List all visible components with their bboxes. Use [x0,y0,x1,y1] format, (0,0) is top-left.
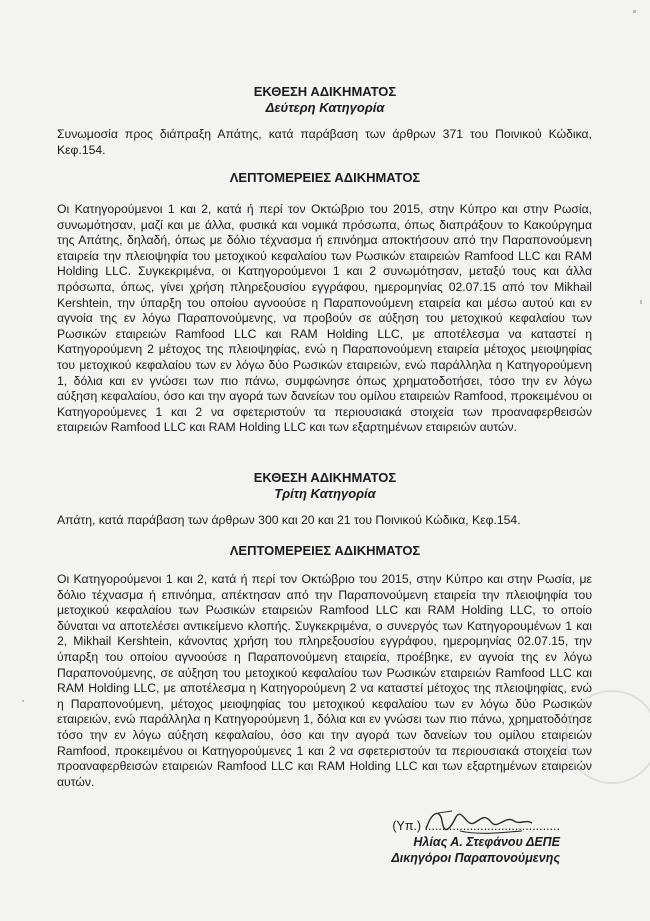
offence-subtitle: Δεύτερη Κατηγορία [265,100,385,115]
faint-stamp [565,690,650,784]
offence-title: ΕΚΘΕΣΗ ΑΔΙΚΗΜΑΤΟΣ [253,470,397,485]
signature-line: (Υπ.) ....................................... [392,819,560,833]
offence-subtitle: Τρίτη Κατηγορία [274,486,376,501]
details-title: ΛΕΠΤΟΜΕΡΕΙΕΣ ΑΔΙΚΗΜΑΤΟΣ [229,543,421,558]
offence-title: ΕΚΘΕΣΗ ΑΔΙΚΗΜΑΤΟΣ [253,84,397,99]
offence-charge: Απάτη, κατά παράβαση των άρθρων 300 και 20 και 21 του Ποινικού Κώδικα, Κεφ.154. [57,513,521,527]
scan-speck [633,10,636,13]
scan-speck [640,300,642,304]
signature-block [391,818,560,866]
offence-details: Οι Κατηγορούμενοι 1 και 2, κατά ή περί τον Οκτώβριο του 2015, στην Κύπρο και στην Ρωσία, συνωμότησαν, μαζί και με άλλα, φυσικά και νομικά πρόσωπα, όπως διαπράξουν το Κακούργημα της Απάτης, δηλαδή, όπως με δόλιο τέχνασμα ή επινόημα αποκτήσουν από την Παραπονούμενη εταιρεία την πλειοψηφία του μετοχικού κεφαλαίου των Ρωσικών εταιρειών Ramfood LLC και RAM Holding LLC. Συγκεκριμένα, οι Κατηγορούμενοι 1 και 2 συνωμότησαν, μεταξύ τους και άλλα πρόσωπα, όπως, γίνει χρήση πληρεξουσίου εγγράφου, ημερομηνίας 02.07.15 από τον Mikhail Kershtein, την ύπαρξη του οποίου αγνοούσε η Παραπονούμενη εταιρεία και μέσω αυτού και εν αγνοία της εν λόγω Παραπονούμενης, να προβούν σε αύξηση του μετοχικού κεφαλαίου των Ρωσικών εταιρειών Ramfood LLC και RAM Holding LLC, με αποτέλεσμα να καταστεί η Κατηγορούμενη 2 μέτοχος της πλειοψηφίας, ενώ η Παραπονούμενη εταιρεία μέτοχος μειοψηφίας του μετοχικού κεφαλαίου των εν λόγω δύο Ρωσικών εταιρειών, ενώ παράλληλα η Κατηγορούμενη 1, δόλια και εν γνώσει των πιο πάνω, συμφώνησε όπως χρηματοδοτήσει, τόσο την εν λόγω αύξηση κεφαλαίου, όσο και την αγορά των δανείων του ομίλου εταιρειών Ramfood, προκειμένου οι Κατηγορούμενες 1 και 2 να σφετεριστούν τα περιουσιακά στοιχεία των προαναφερθεισών εταιρειών Ramfood LLC και RAM Holding LLC και των εξαρτημένων εταιρειών αυτών. [57,202,592,435]
signatory-role: Δικηγόροι Παραπονούμενης [391,851,560,865]
offence-details: Οι Κατηγορούμενοι 1 και 2, κατά ή περί τον Οκτώβριο του 2015, στην Κύπρο και στην Ρωσία, με δόλιο τέχνασμα ή επινόημα, απέκτησαν από την Παραπονούμενη εταιρεία την πλειοψηφία του μετοχικού κεφαλαίου των Ρωσικών εταιρειών Ramfood LLC και RAM Holding LLC, το οποίο δύναται να αποτελέσει αντικείμενο κλοπής. Συγκεκριμένα, ο συνεργός των Κατηγορουμένων 1 και 2, Mikhail Kershtein, κάνοντας χρήση του πληρεξουσίου εγγράφου, ημερομηνίας 02.07.15, την ύπαρξη του οποίου αγνοούσε η Παραπονούμενη εταιρεία, προέβηκε, εν αγνοία της εν λόγω Παραπονούμενης, σε αύξηση του μετοχικού κεφαλαίου των Ρωσικών εταιρειών Ramfood LLC και RAM Holding LLC, με αποτέλεσμα η Κατηγορούμενη 2 να καταστεί μέτοχος της πλειοψηφίας, ενώ η Παραπονούμενη, μέτοχος μειοψηφίας του μετοχικού κεφαλαίου των εν λόγω δύο Ρωσικών εταιρειών, ενώ παράλληλα η Κατηγορούμενη 1, δόλια και εν γνώσει των πιο πάνω, χρηματοδότησε τόσο την εν λόγω αύξηση κεφαλαίου, όσο και την αγορά των δανείων του ομίλου εταιρειών Ramfood, προκειμένου οι Κατηγορούμενες 1 και 2 να σφετεριστούν τα περιουσιακά στοιχεία των προαναφερθεισών εταιρειών Ramfood LLC και RAM Holding LLC και των εξαρτημένων εταιρειών αυτών. [57,572,592,789]
details-title: ΛΕΠΤΟΜΕΡΕΙΕΣ ΑΔΙΚΗΜΑΤΟΣ [229,170,421,185]
section-2-heading [0,84,650,116]
signatory-name: Ηλίας Α. Στεφάνου ΔΕΠΕ [413,835,560,849]
section-3-heading [0,470,650,502]
scan-speck [22,700,24,702]
offence-charge: Συνωμοσία προς διάπραξη Απάτης, κατά παράβαση των άρθρων 371 του Ποινικού Κώδικα, Κεφ.154. [57,127,592,157]
